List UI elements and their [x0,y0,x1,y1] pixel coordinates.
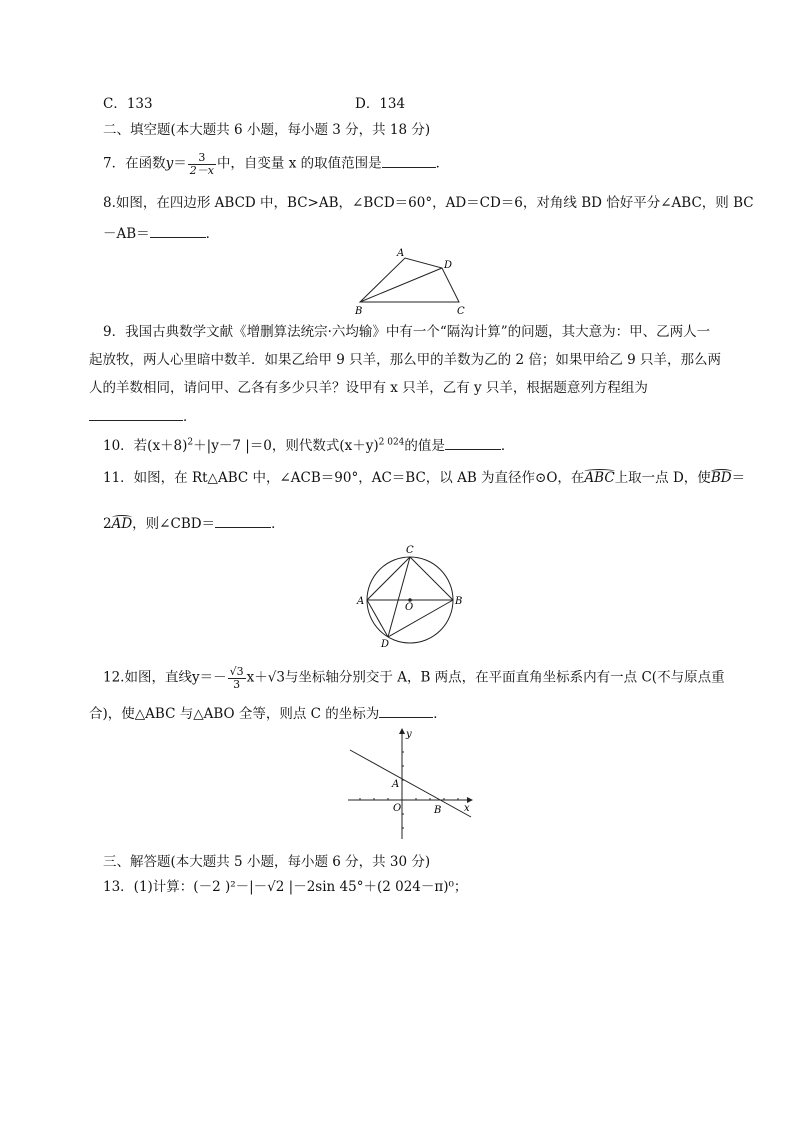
q12-line2-text: 合)，使△ABC 与△ABO 全等，则点 C 的坐标为 [89,706,380,722]
q9-end: ． [183,409,197,425]
q11-line2-post: ，则∠CBD＝ [132,516,216,532]
question-10 [103,437,514,454]
q7-fraction [188,152,216,176]
q12-end: ． [433,706,447,722]
q10-mid: ＋|y－7 |＝0，则代数式(x＋y) [193,438,379,454]
q7-eq: ＝ [173,155,187,172]
label-y: y [406,729,412,740]
q10-sup-2: 2 024 [378,437,405,448]
q12-fraction [228,666,246,690]
label-b: B [434,805,442,816]
segment-cd [388,557,410,637]
label-o: O [405,602,414,613]
segment-db [388,600,453,637]
q8-answer-blank[interactable] [150,225,206,238]
question-8-line-1: 8.如图，在四边形 ABCD 中，BC>AB，∠BCD＝60°，AD＝CD＝6，对角线 BD 恰好平分∠ABC，则 BC [103,195,754,211]
question-11-line-2 [103,515,285,532]
q10-answer-blank[interactable] [445,437,501,450]
question-7 [103,152,449,176]
q10-pre: 10．若(x＋8) [103,438,188,454]
q11-arc-bd: BD [710,470,732,486]
q11-arc-abc: ABC [584,470,615,486]
q9-answer-blank[interactable] [89,408,183,421]
q10-post: 的值是 [404,438,445,454]
segment-ac [367,557,410,600]
q11-line1-end: ＝ [731,470,746,486]
q10-end: ． [500,438,515,454]
label-a: A [392,779,400,790]
question-8-line-2 [103,225,219,242]
q12-mid: x＋√3与坐标轴分别交于 A，B 两点，在平面直角坐标系内有一点 C(不与原点重 [246,669,725,686]
y-axis-arrow [399,728,405,734]
label-c: C [457,306,465,316]
q8-end: ． [205,226,220,242]
question-9-line-1: 9．我国古典数学文献《增删算法统宗·六均输》中有一个“隔沟计算”的问题，其大意为：甲、乙两人一 [103,324,711,340]
q7-var-y: y [165,155,174,172]
label-o: O [393,803,402,814]
q7-end: ． [435,155,450,172]
question-9-line-2: 起放牧，两人心里暗中数羊．如果乙给甲 9 只羊，那么甲的羊数为乙的 2 倍；如果甲给乙 9 只羊，那么两 [89,352,722,368]
q11-line1-mid: 上取一点 D，使 [614,470,711,486]
q7-answer-blank[interactable] [382,155,436,168]
question-12-line-1 [103,666,725,690]
label-x: x [464,803,470,814]
label-d: D [444,260,453,271]
q11-end: ． [271,516,285,532]
label-a: A [357,596,365,607]
section-3-heading: 三、解答题(本大题共 5 小题，每小题 6 分，共 30 分) [103,854,431,870]
q11-line2-pre: 2 [103,516,112,532]
q7-post: 中，自变量 x 的取值范围是 [216,155,382,172]
q12-coordinate-figure [340,725,480,845]
segment-cb [410,557,453,600]
label-c: C [406,545,414,556]
q8-quadrilateral-figure [350,244,480,316]
q7-pre: 7．在函数 [103,155,166,172]
q7-frac-den: 2－x [189,163,214,177]
q12-frac-num: √3 [229,665,244,678]
question-9-line-3: 人的羊数相同，请问甲、乙各有多少只羊？设甲有 x 只羊，乙有 y 只羊，根据题意列方程组为 [89,380,648,396]
q12-pre: 12.如图，直线y＝－ [103,669,227,686]
q6-option-c: C．133 [103,96,153,112]
q8-line2-text: －AB＝ [103,226,150,242]
q7-frac-num: 3 [188,152,216,165]
q11-answer-blank[interactable] [215,515,271,528]
q12-answer-blank[interactable] [379,705,433,718]
q10-sup-1: 2 [187,437,194,448]
q11-circle-figure [355,543,465,651]
label-b: B [355,306,363,316]
question-9-line-4 [89,408,197,425]
question-13: 13．(1)计算：(－2 )²－|－√2 |－2sin 45°＋(2 024－π)⁰； [103,879,468,895]
label-d: D [381,639,390,650]
q12-frac-den: 3 [233,677,241,691]
line-ab [350,750,471,817]
segment-ad [367,600,388,637]
diagonal-bd [360,268,442,302]
label-b: B [455,596,463,607]
q6-option-d: D．134 [355,96,406,112]
q11-arc-ad: AD [111,516,133,532]
q11-line1-pre: 11．如图，在 Rt△ABC 中，∠ACB＝90°，AC＝BC，以 AB 为直径作⊙O，在 [103,470,585,486]
section-2-heading: 二、填空题(本大题共 6 小题，每小题 3 分，共 18 分) [103,122,431,138]
label-a: A [397,248,405,259]
question-11-line-1 [103,472,745,486]
question-12-line-2 [89,705,447,722]
